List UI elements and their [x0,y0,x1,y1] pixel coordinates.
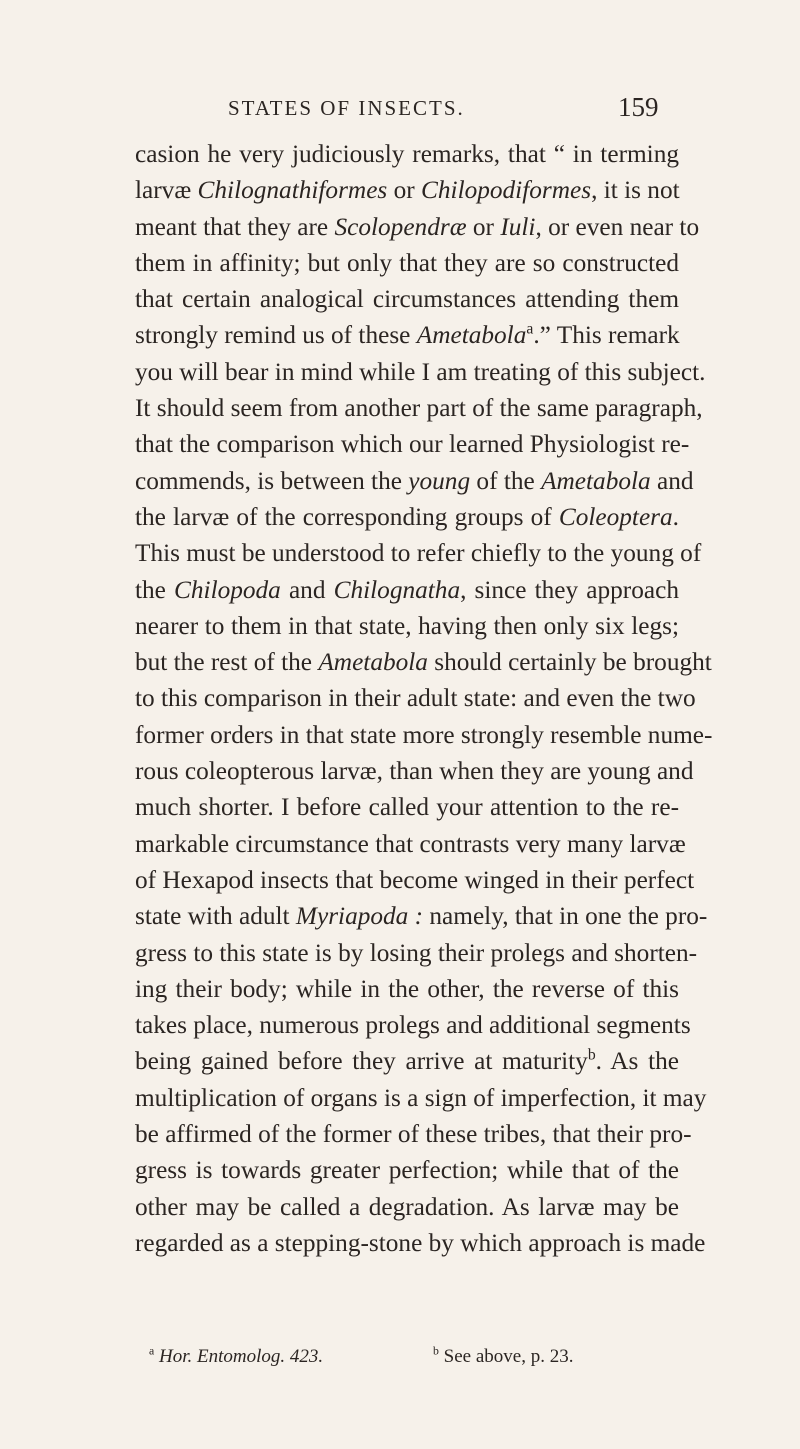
text-segment: the [135,575,175,604]
text-segment: nearer to them in that state, having then only six legs; [135,611,679,640]
footnote-b [433,1346,573,1368]
text-line [135,935,698,971]
text-segment: Scolopendræ [334,212,467,241]
text-line [135,136,679,172]
text-segment: Ametabola [416,321,527,350]
text-segment: Chilognatha [333,575,461,604]
text-segment: . [672,502,679,531]
page-number: 159 [618,92,659,122]
text-line [135,608,679,644]
text-segment: markable circumstance that contrasts very many larvæ [135,829,686,858]
text-line [135,789,679,825]
text-segment: be affirmed of the former of these tribes, that their pro- [135,1120,692,1149]
text-line [135,1225,706,1261]
text-segment: much shorter. I before called your attention to the re- [135,793,679,822]
text-segment: but the rest of the [135,648,319,677]
text-segment: This must be understood to refer chiefly to the young of [135,539,702,568]
text-line [135,971,679,1007]
text-line [135,317,679,353]
footnote-b-text: See above, p. 23. [443,1346,574,1367]
text-segment: Chilopodiformes [421,176,592,205]
text-segment: the larvæ of the corresponding groups of [135,502,559,531]
text-segment: Iuli [500,212,536,241]
text-segment: Myriapoda : [295,902,424,931]
text-line [135,1189,679,1225]
text-line [135,354,706,390]
text-segment: them in affinity; but only that they are so constructed [135,248,679,277]
text-segment: strongly remind us of these [135,321,417,350]
text-segment: to this comparison in their adult state: and even the two [135,684,696,713]
text-line [135,753,694,789]
text-segment: a [526,321,534,339]
text-segment: Ametabola [318,648,428,677]
text-line [135,499,679,535]
text-segment: and [280,575,334,604]
text-segment: Chilognathiformes [197,176,388,205]
text-line [135,1080,707,1116]
text-line [135,680,696,716]
text-line [135,172,679,208]
text-segment: It should seem from another part of the same paragraph, [135,394,703,423]
text-segment: that certain analogical circumstances attending them [135,285,679,314]
text-line [135,390,703,426]
text-line [135,426,690,462]
text-segment: ing their body; while in the other, the reverse of this [135,974,679,1003]
text-segment: . As the [595,1047,679,1076]
text-segment: , or even near to [535,212,700,241]
text-line [135,1007,691,1043]
text-line [135,1043,679,1079]
footnote-b-marker: b [433,1344,439,1358]
body-text [135,136,713,1261]
text-segment: that the comparison which our learned Physiologist re- [135,430,690,459]
text-line [135,209,700,245]
text-segment: state with adult [135,902,296,931]
text-segment: meant that they are [135,212,335,241]
text-segment: gress is towards greater perfection; while that of the [135,1156,679,1185]
footnote-a-marker: a [149,1344,155,1358]
text-segment: former orders in that state more strongly resemble nume- [135,720,713,749]
footnote-a [149,1346,431,1368]
text-line [135,826,686,862]
text-line [135,463,694,499]
text-segment: Chilopoda [174,575,281,604]
text-segment: .” This remark [533,321,680,350]
text-line [135,281,679,317]
text-segment: should certainly be brought [427,648,712,677]
text-segment: you will bear in mind while I am treating of this subject. [135,357,706,386]
text-line [135,245,679,281]
text-line [135,717,713,753]
text-segment: and [650,466,694,495]
text-segment: namely, that in one the pro- [423,902,708,931]
text-segment: casion he very judiciously remarks, that “ in terming [135,140,679,168]
text-segment: , it is not [591,176,680,205]
running-head: STATES OF INSECTS. [228,96,465,120]
text-segment: young [408,466,471,495]
text-segment: larvæ [135,176,198,205]
text-line [135,644,712,680]
text-segment: of the [470,466,542,495]
text-segment: gress to this state is by losing their prolegs and shorten- [135,938,698,967]
text-segment: commends, is between the [135,466,409,495]
text-segment: Coleoptera [558,502,673,531]
text-segment: takes place, numerous prolegs and additional segments [135,1011,691,1040]
text-line [135,1152,679,1188]
text-segment: , since they approach [460,575,679,604]
text-segment: of Hexapod insects that become winged in their perfect [135,865,695,894]
text-line [135,862,695,898]
text-segment: b [587,1047,596,1064]
text-segment: being gained before they arrive at maturity [135,1047,588,1076]
text-line [135,1116,692,1152]
footnote-a-text: Hor. Entomolog. 423. [158,1346,324,1367]
text-segment: multiplication of organs is a sign of imperfection, it may [135,1083,707,1112]
text-segment: or [387,176,422,205]
text-segment: rous coleopterous larvæ, than when they are young and [135,757,694,786]
text-segment: or [466,212,501,241]
text-segment: regarded as a stepping-stone by which approach is made [135,1228,706,1257]
text-segment: Ametabola [541,466,651,495]
text-line [135,572,679,608]
footnotes [135,1346,679,1368]
text-line [135,535,702,571]
text-line [135,898,708,934]
text-segment: other may be called a degradation. As larvæ may be [135,1192,679,1221]
